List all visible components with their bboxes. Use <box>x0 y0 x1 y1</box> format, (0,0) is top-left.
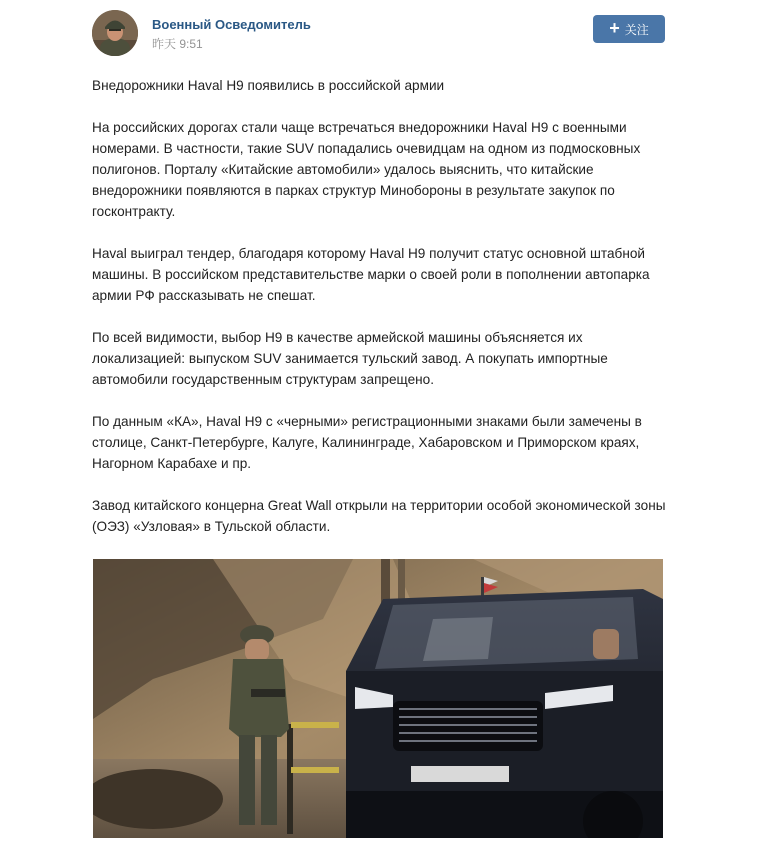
follow-label: 关注 <box>624 22 649 37</box>
post-time[interactable]: 昨天 9:51 <box>152 37 203 51</box>
plus-icon: + <box>609 18 620 38</box>
post-paragraph: Завод китайского концерна Great Wall открыли на территории особой экономической зоны (ОЭЗ) «Узловая» в Тульской области. <box>92 498 666 534</box>
post-paragraph: На российских дорогах стали чаще встречаться внедорожники Haval H9 с военными номерами. В частности, такие SUV попадались очевидцам на одном из подмосковных полигонов. Порталу «Китайские автомобили» удалось выяснить, что китайские внедорожники появляются в парках структур Минобороны в результате закупок по госконтракту. <box>92 120 641 219</box>
avatar[interactable] <box>92 10 138 56</box>
follow-button[interactable] <box>593 15 665 43</box>
post-headline: Внедорожники Haval H9 появились в российской армии <box>92 78 445 93</box>
post-paragraph: По данным «КА», Haval H9 с «черными» регистрационными знаками были замечены в столице, Санкт-Петербурге, Калуге, Калининграде, Хабаровском и Приморском краях, Нагорном Карабахе и пр. <box>92 414 642 471</box>
post-paragraph: Haval выиграл тендер, благодаря которому Haval H9 получит статус основной штабной машины. В российском представительстве марки о своей роли в пополнении автопарка армии РФ рассказывать не спешат. <box>92 246 650 303</box>
post-paragraph: По всей видимости, выбор H9 в качестве армейской машины объясняется их локализацией: выпуском SUV занимается тульский завод. А покупать импортные автомобили государственным структурам запрещено. <box>92 330 608 387</box>
post-text <box>92 75 677 558</box>
post-header <box>0 0 771 70</box>
post-photo[interactable] <box>93 559 663 838</box>
author-name[interactable]: Военный Осведомитель <box>152 17 311 32</box>
